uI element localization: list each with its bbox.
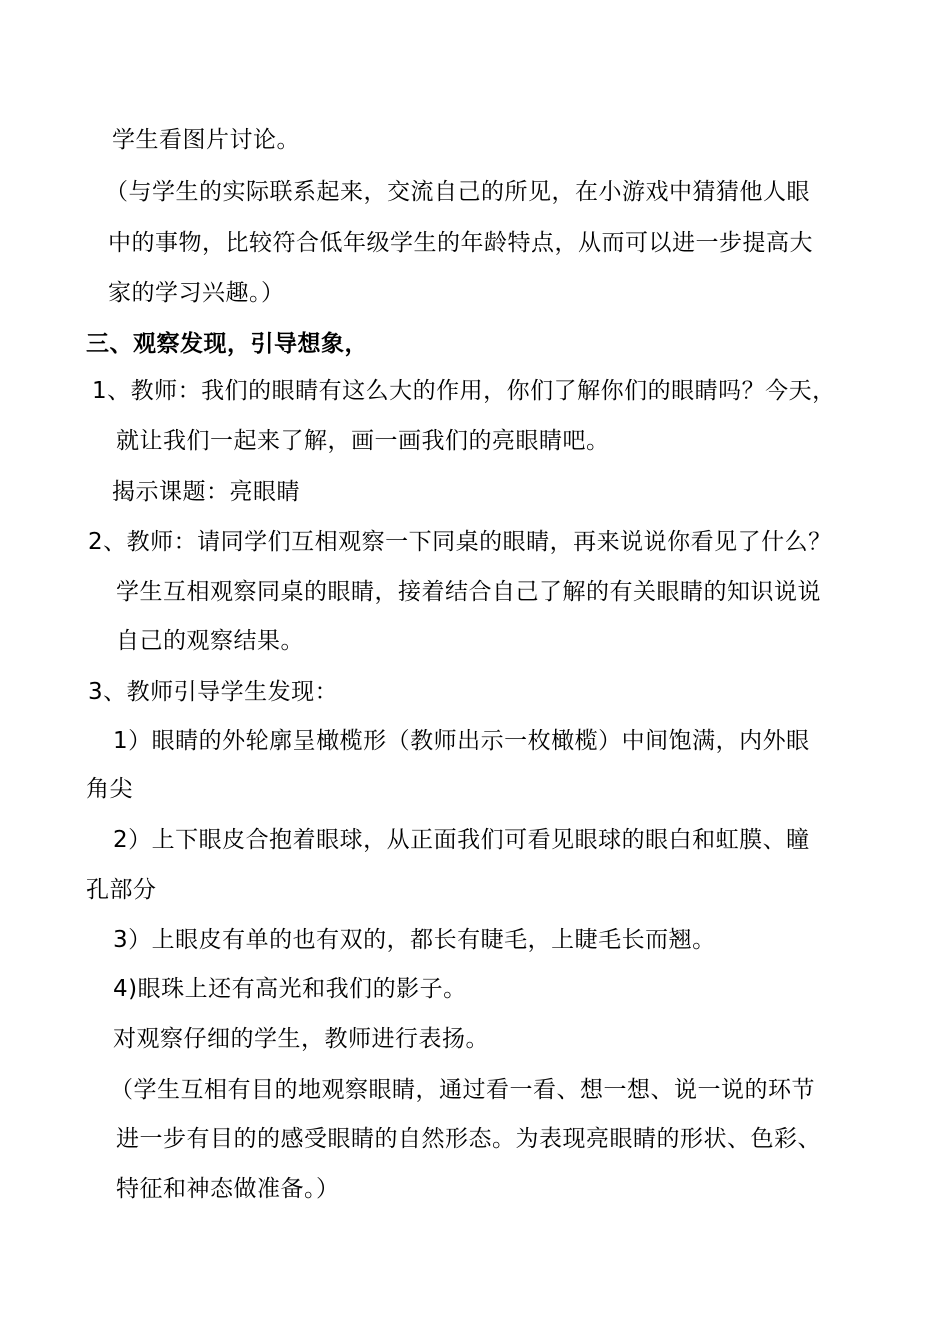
list-item: 3）上眼皮有单的也有双的，都长有睫毛，上睫毛长而翘。 — [113, 927, 716, 953]
paragraph-line: 中的事物，比较符合低年级学生的年龄特点，从而可以进一步提高大 — [108, 230, 813, 256]
paragraph-line: 学生看图片讨论。 — [112, 127, 300, 153]
paragraph-line: （学生互相有目的地观察眼睛，通过看一看、想一想、说一说的环节 — [110, 1077, 815, 1103]
section-heading: 三、观察发现，引导想象， — [86, 331, 368, 357]
paragraph-line: 特征和神态做准备。） — [116, 1176, 340, 1202]
paragraph-line: 孔部分 — [86, 877, 157, 903]
paragraph-line: 自己的观察结果。 — [116, 628, 304, 654]
paragraph-line: 就让我们一起来了解，画一画我们的亮眼睛吧。 — [116, 428, 610, 454]
paragraph-line: 3、教师引导学生发现： — [88, 679, 339, 705]
paragraph-line: 2、教师：请同学们互相观察一下同桌的眼睛，再来说说你看见了什么？ — [88, 529, 832, 555]
paragraph-line: 1、教师：我们的眼睛有这么大的作用，你们了解你们的眼睛吗？今天， — [92, 378, 836, 404]
list-item: 4)眼珠上还有高光和我们的影子。 — [113, 976, 467, 1002]
list-item: 2）上下眼皮合抱着眼球，从正面我们可看见眼球的眼白和虹膜、瞳 — [113, 827, 810, 853]
list-item: 1）眼睛的外轮廓呈橄榄形（教师出示一枚橄榄）中间饱满，内外眼 — [113, 728, 810, 754]
paragraph-line: 进一步有目的的感受眼睛的自然形态。为表现亮眼睛的形状、色彩、 — [116, 1126, 821, 1152]
paragraph-line: （与学生的实际联系起来，交流自己的所见，在小游戏中猜猜他人眼 — [105, 179, 810, 205]
paragraph-line: 角尖 — [86, 776, 133, 802]
paragraph-line: 家的学习兴趣。） — [108, 280, 285, 306]
paragraph-line: 揭示课题：亮眼睛 — [112, 479, 300, 505]
paragraph-line: 学生互相观察同桌的眼睛，接着结合自己了解的有关眼睛的知识说说 — [116, 579, 821, 605]
paragraph-line: 对观察仔细的学生，教师进行表扬。 — [113, 1026, 489, 1052]
